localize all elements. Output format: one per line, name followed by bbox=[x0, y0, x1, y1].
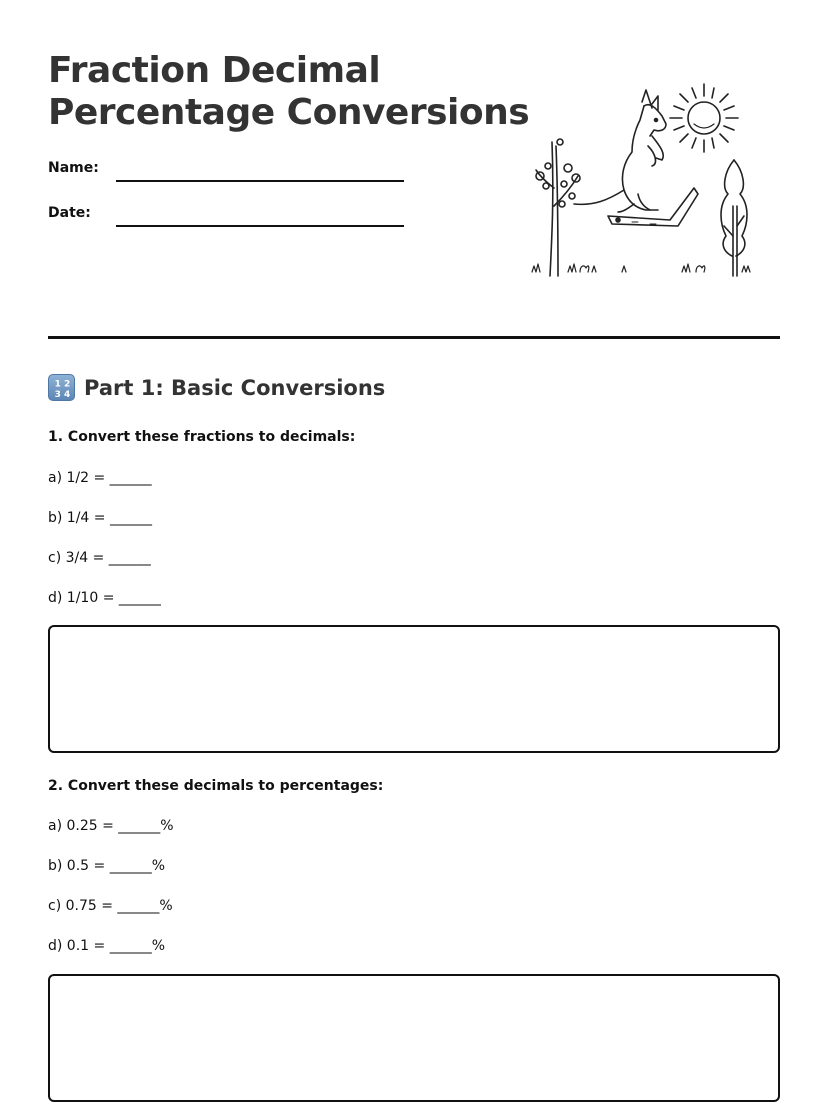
answer-box-1[interactable] bbox=[48, 625, 780, 753]
title-line-1: Fraction Decimal bbox=[48, 50, 381, 91]
sun-icon bbox=[670, 84, 738, 152]
date-line[interactable] bbox=[116, 225, 404, 227]
svg-text:3 4: 3 4 bbox=[54, 390, 71, 400]
grass-icon bbox=[532, 264, 750, 272]
question-1a[interactable]: a) 1/2 = ______ bbox=[48, 470, 152, 486]
question-2d[interactable]: d) 0.1 = ______% bbox=[48, 938, 165, 954]
kangaroo-illustration bbox=[528, 76, 760, 282]
title-line-2: Percentage Conversions bbox=[48, 92, 530, 133]
worksheet-title bbox=[48, 50, 529, 134]
question-1-title: 1. Convert these fractions to decimals: bbox=[48, 429, 356, 445]
header-divider bbox=[48, 336, 780, 339]
question-1c[interactable]: c) 3/4 = ______ bbox=[48, 550, 151, 566]
part1-title bbox=[48, 374, 385, 401]
answer-box-2[interactable] bbox=[48, 974, 780, 1102]
question-2a[interactable]: a) 0.25 = ______% bbox=[48, 818, 174, 834]
boomerang-icon bbox=[608, 188, 698, 226]
date-label: Date: bbox=[48, 205, 91, 221]
worksheet-page bbox=[48, 0, 780, 1118]
right-tree-icon bbox=[721, 160, 747, 276]
kangaroo-icon bbox=[574, 90, 666, 212]
left-tree-icon bbox=[536, 139, 580, 276]
svg-text:1 2: 1 2 bbox=[54, 379, 71, 390]
numbers-1234-icon bbox=[48, 374, 75, 401]
question-2-title: 2. Convert these decimals to percentages: bbox=[48, 778, 384, 794]
name-label: Name: bbox=[48, 160, 99, 176]
question-2b[interactable]: b) 0.5 = ______% bbox=[48, 858, 165, 874]
question-1b[interactable]: b) 1/4 = ______ bbox=[48, 510, 152, 526]
name-line[interactable] bbox=[116, 180, 404, 182]
question-1d[interactable]: d) 1/10 = ______ bbox=[48, 590, 161, 606]
part1-title-text: Part 1: Basic Conversions bbox=[84, 375, 386, 400]
question-2c[interactable]: c) 0.75 = ______% bbox=[48, 898, 173, 914]
